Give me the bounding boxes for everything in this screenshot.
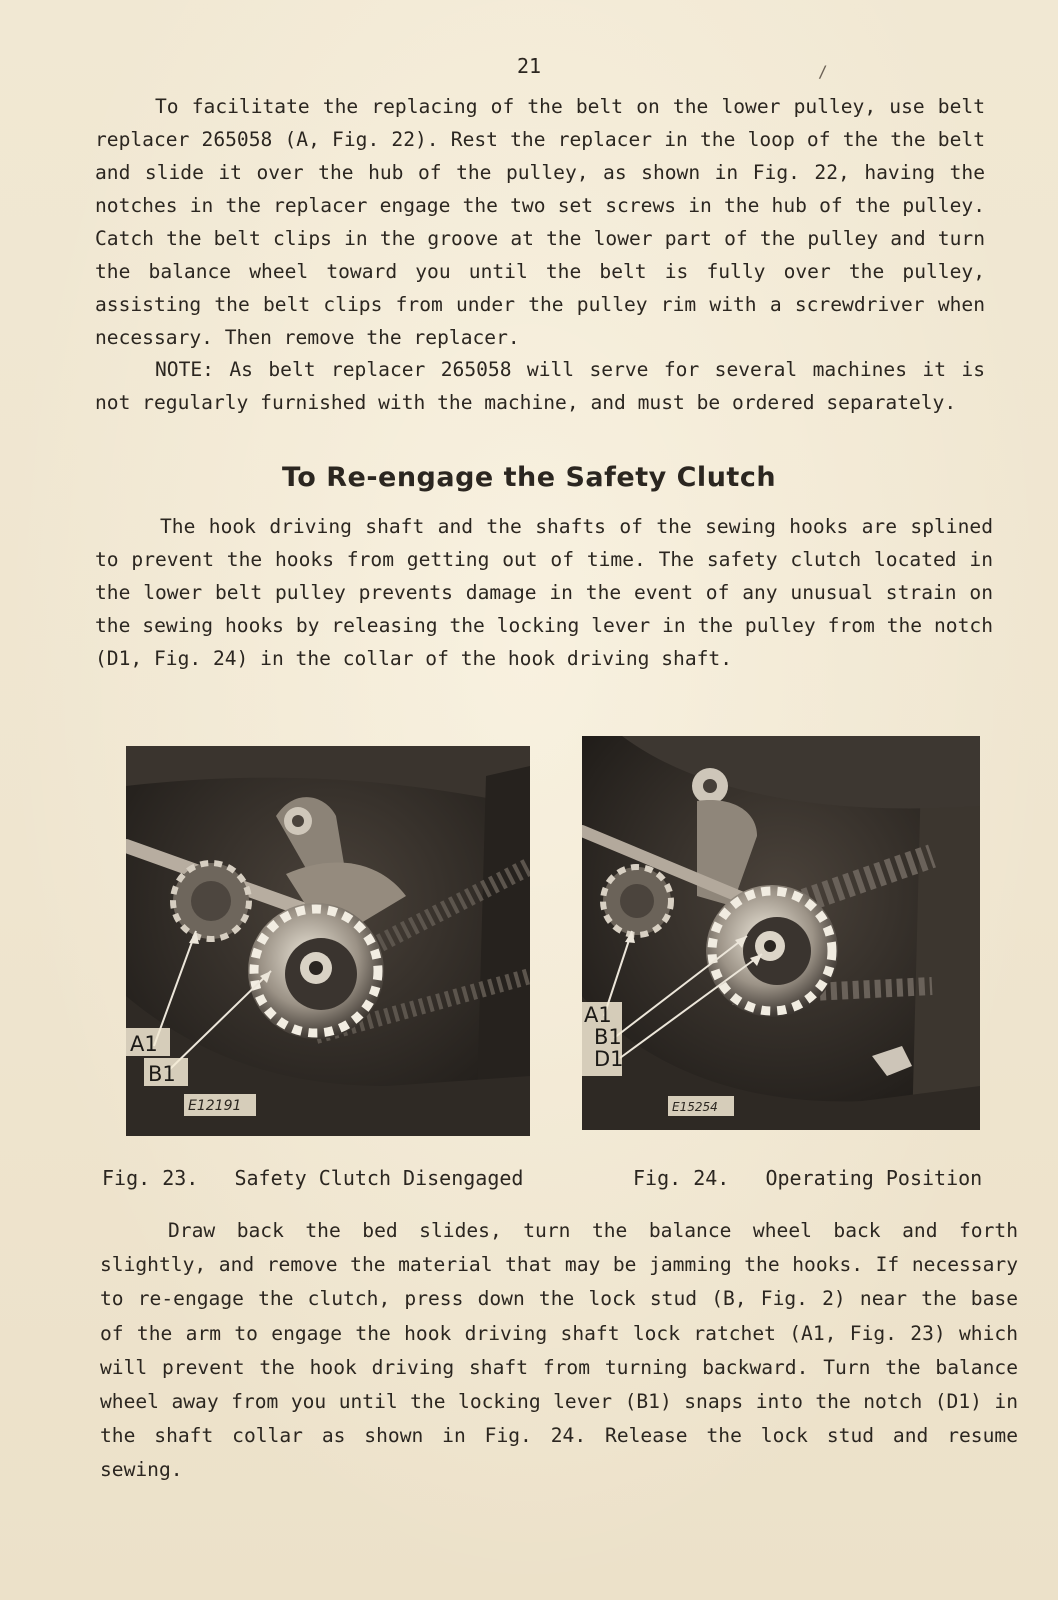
section-heading: To Re-engage the Safety Clutch [281, 462, 777, 493]
figure-24-illustration [582, 736, 980, 1130]
fig24-callout-a1: A1 [584, 1003, 612, 1027]
fig24-callout-b1: B1 [594, 1025, 622, 1049]
fig23-plate-code: E12191 [188, 1098, 242, 1114]
page-number: 21 [516, 54, 542, 78]
figure-24-photo [582, 736, 980, 1130]
figure-24-caption: Fig. 24. Operating Position [633, 1166, 983, 1190]
figure-23-illustration [126, 746, 530, 1136]
stray-pencil-mark: / [818, 62, 828, 81]
fig23-callout-b1: B1 [148, 1062, 176, 1086]
figure-23-photo [126, 746, 530, 1136]
fig23-callout-a1: A1 [130, 1032, 158, 1056]
fig24-callout-d1: D1 [594, 1047, 624, 1071]
safety-clutch-intro: The hook driving shaft and the shafts of the sewing hooks are splined to prevent the hooks from getting out of time. The safety clutch located in the lower belt pulley prevents damage in the event of any unusual strain on the sewing hooks by releasing the locking lever in the pulley from the notch (D1, Fig. 24) in the collar of the hook driving shaft. [95, 515, 993, 670]
reengage-instructions: Draw back the bed slides, turn the balance wheel back and forth slightly, and remove the material that may be jamming the hooks. If necessary to re-engage the clutch, press down the lock stud (B, Fig. 2) near the base of the arm to engage the hook driving shaft lock ratchet (A1, Fig. 23) which will prevent the hook driving shaft from turning backward. Turn the balance wheel away from you until the locking lever (B1) snaps into the notch (D1) in the shaft collar as shown in Fig. 24. Release the lock stud and resume sewing. [100, 1219, 1018, 1482]
note-paragraph: NOTE: As belt replacer 265058 will serve for several machines it is not regularly furnished with the machine, and must be ordered separately. [95, 358, 985, 414]
fig24-plate-code: E15254 [672, 1100, 718, 1114]
figure-23-caption: Fig. 23. Safety Clutch Disengaged [102, 1166, 524, 1190]
belt-replacer-paragraph: To facilitate the replacing of the belt on the lower pulley, use belt replacer 265058 (A, Fig. 22). Rest the replacer in the loop of the the belt and slide it over the hub of the pulley, as shown in Fig. 22, having the notches in the replacer engage the two set screws in the hub of the pulley. Catch the belt clips in the groove at the lower part of the pulley and turn the balance wheel toward you until the belt is fully over the pulley, assisting the belt clips from under the pulley rim with a screwdriver when necessary. Then remove the replacer. [95, 95, 985, 349]
